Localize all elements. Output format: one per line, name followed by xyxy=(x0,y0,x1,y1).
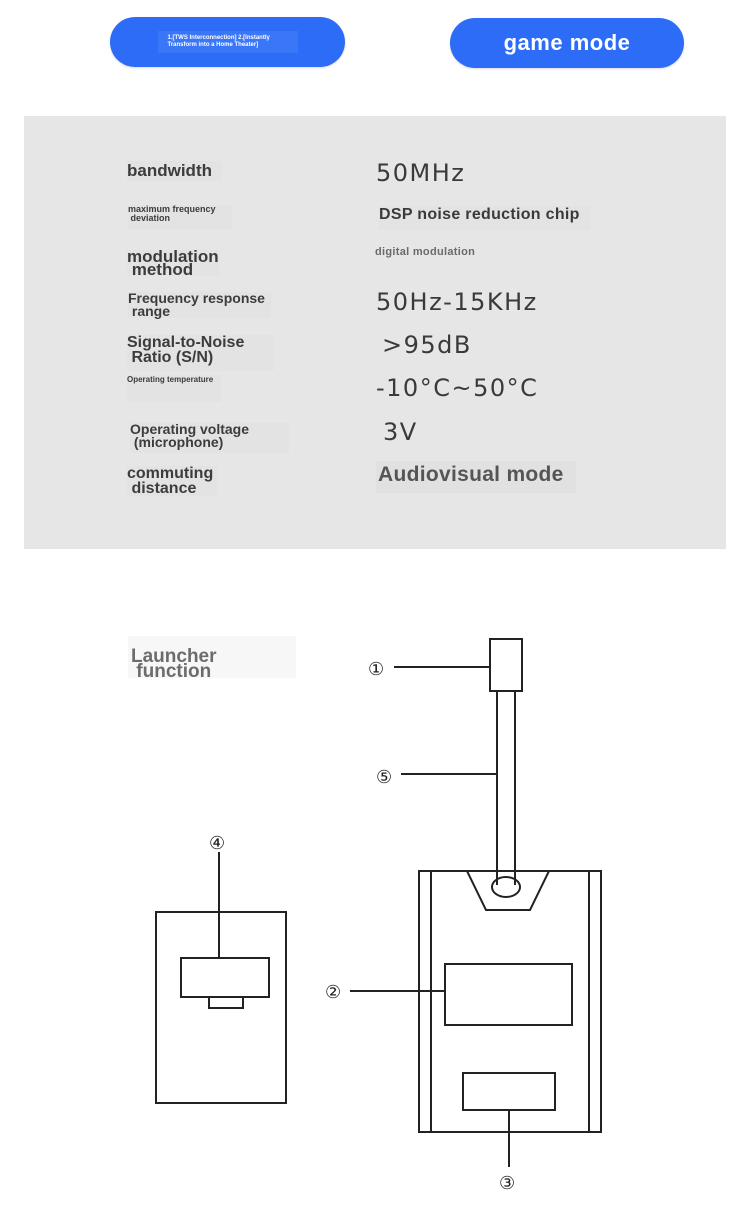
spec-value-modulation: digital modulation xyxy=(375,246,476,258)
spec-label-modulation-method: modulation method xyxy=(127,247,219,279)
spec-value-operating-voltage: 3V xyxy=(383,418,418,446)
spec-label-operating-voltage: Operating voltage (microphone) xyxy=(130,423,289,453)
callout-4: ④ xyxy=(209,833,226,854)
spec-value-frequency-response: 50Hz-15KHz xyxy=(376,288,538,316)
antenna-tip xyxy=(490,639,522,691)
receiver-port xyxy=(209,997,243,1008)
spec-panel xyxy=(24,116,726,549)
game-mode-pill: game mode xyxy=(450,18,684,68)
launcher-diagram xyxy=(0,600,750,1209)
transmitter-button xyxy=(463,1073,555,1110)
spec-label-commuting-distance: commuting distance xyxy=(127,466,217,496)
spec-label-operating-temperature: Operating temperature xyxy=(127,375,221,402)
spec-value-snr: >95dB xyxy=(382,331,472,359)
launcher-function-title: Launcher function xyxy=(128,636,296,678)
callout-5: ⑤ xyxy=(376,767,393,788)
callout-1: ① xyxy=(368,659,385,680)
feature-pill-text: 1.[TWS Interconnection] 2.[Instantly Transform into a Home Theater] xyxy=(158,31,298,53)
callout-3: ③ xyxy=(499,1173,516,1194)
spec-value-audiovisual-mode: Audiovisual mode xyxy=(376,461,576,493)
spec-label-bandwidth: bandwidth xyxy=(127,161,222,181)
spec-label-frequency-response: Frequency response range xyxy=(128,292,271,318)
transmitter-display xyxy=(445,964,572,1025)
callout-2: ② xyxy=(325,982,342,1003)
feature-pill-left xyxy=(110,17,345,67)
spec-value-bandwidth: 50MHz xyxy=(376,159,466,187)
spec-value-operating-temperature: -10°C~50°C xyxy=(376,374,539,402)
antenna-socket xyxy=(492,877,520,897)
receiver-display xyxy=(181,958,269,997)
spec-value-dsp-chip: DSP noise reduction chip xyxy=(379,206,590,230)
spec-label-max-frequency-deviation: maximum frequency deviation xyxy=(128,205,232,229)
spec-label-snr: Signal-to-Noise Ratio (S/N) xyxy=(127,335,274,371)
